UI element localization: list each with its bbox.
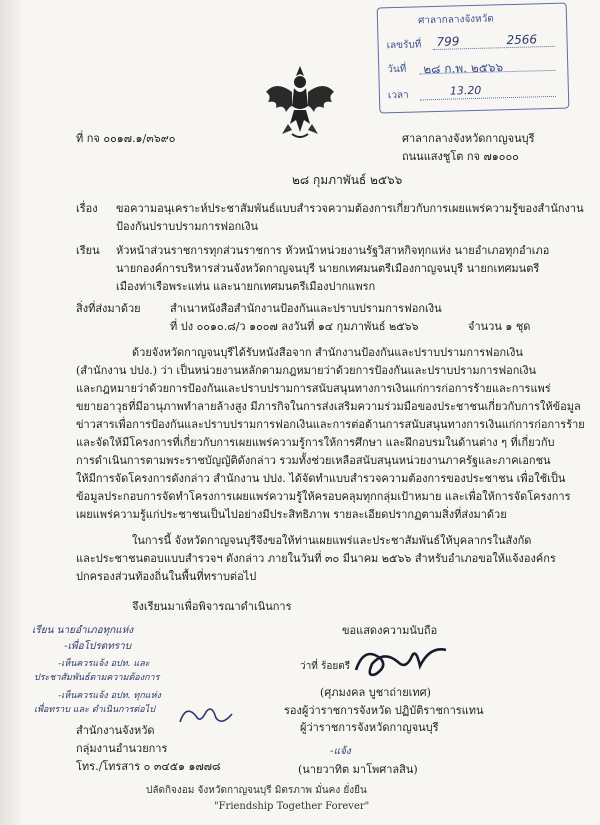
stamp-time-label: เวลา [387, 89, 409, 102]
signer-title-1: รองผู้ว่าราชการจังหวัด ปฏิบัติราชการแทน [284, 704, 484, 717]
recipient-line-2: นายกองค์การบริหารส่วนจังหวัดกาญจนบุรี นายกเทศมนตรีเมืองกาญจนบุรี นายกเทศมนตรี [116, 262, 540, 275]
handwritten-note: -เพื่อโปรดทราบ [64, 641, 132, 652]
stamp-date-value: ๒๘ ก.พ. ๒๕๖๖ [423, 60, 504, 77]
receiving-stamp [377, 3, 570, 114]
recipient-line-1: หัวหน้าส่วนราชการทุกส่วนราชการ หัวหน้าหน่วยงานรัฐวิสาหกิจทุกแห่ง นายอำเภอทุกอำเภอ [116, 244, 550, 257]
body-line: การดำเนินการตามพระราชบัญญัติดังกล่าว รวมทั้งช่วยเหลือสนับสนุนหน่วยงานภาครัฐและภาคเอกชน [76, 454, 551, 467]
signer-title-2: ผู้ว่าราชการจังหวัดกาญจนบุรี [300, 721, 439, 734]
stamp-receive-label: เลขรับที่ [386, 39, 422, 52]
signature-initial [176, 700, 236, 730]
document-date: ๒๘ กุมภาพันธ์ ๒๕๖๖ [292, 173, 403, 187]
recipient-label: เรียน [76, 244, 100, 257]
subject-line-1: ขอความอนุเคราะห์ประชาสัมพันธ์แบบสำรวจความต้องการเกี่ยวกับการเผยแพร่ความรู้ของสำนักงาน [116, 202, 584, 215]
body-line: และกฎหมายว่าด้วยการป้องกันและปราบปรามการสนับสนุนทางการเงินแก่การก่อการร้ายและการแพร่ [76, 382, 551, 395]
body-line: ปกครองส่วนท้องถิ่นในพื้นที่ทราบต่อไป [76, 570, 257, 583]
page-fold-shadow [0, 0, 24, 825]
handwritten-note: -เห็นควรแจ้ง อปท. ทุกแห่ง [58, 691, 161, 701]
document-number: ที่ กจ ๐๐๑๗.๑/๓๖๙๐ [76, 132, 176, 145]
body-line: ด้วยจังหวัดกาญจนบุรีได้รับหนังสือจาก สำนักงานป้องกันและปราบปรามการฟอกเงิน [132, 346, 523, 359]
footer-slogan-th: ปลัดกิจงอม จังหวัดกาญจนบุรี มิตรภาพ มั่นคง ยั่งยืน [146, 785, 367, 796]
body-line: ข่าวสารเพื่อการป้องกันและปราบปรามการฟอกเงินและการต่อต้านการสนับสนุนทางการเงินแก่การก่อการร้าย [76, 418, 585, 431]
enclosure-count: จำนวน ๑ ชุด [468, 320, 531, 333]
cert-prefix: -แจ้ง [330, 746, 351, 757]
subject-line-2: ป้องกันปราบปรามการฟอกเงิน [116, 220, 258, 233]
footer-slogan-en: "Friendship Together Forever" [214, 801, 370, 812]
signer-name: (ศุภมงคล บูชาถ่ายเทศ) [320, 686, 431, 699]
enclosure-label: สิ่งที่ส่งมาด้วย [76, 302, 141, 315]
handwritten-note: เพื่อทราบ และ ดำเนินการต่อไป [34, 705, 155, 715]
issuer-address: ถนนแสงชูโต กจ ๗๑๐๐๐ [402, 150, 519, 163]
signature-main [350, 640, 460, 684]
regards: ขอแสดงความนับถือ [342, 624, 438, 637]
body-line: ในการนี้ จังหวัดกาญจนบุรีจึงขอให้ท่านเผยแพร่และประชาสัมพันธ์ให้บุคลากรในสังกัด [132, 534, 532, 547]
handwritten-note: ประชาสัมพันธ์ตามความต้องการ [34, 673, 160, 683]
stamp-date-label: วันที่ [387, 63, 407, 76]
body-line: และจัดให้มีโครงการที่เกี่ยวกับการเผยแพร่ความรู้การให้การศึกษา และฝึกอบรมในด้านต่าง ๆ ที่เกี่ยวกับ [76, 436, 555, 449]
office-phone: โทร./โทรสาร ๐ ๓๔๕๑ ๑๗๗๘ [76, 760, 221, 773]
enclosure-line-2: ที่ ปง ๐๐๑๐.๘/ว ๑๐๐๗ ลงวันที่ ๑๔ กุมภาพันธ์ ๒๕๖๖ [170, 320, 419, 333]
body-line: ข้อมูลประกอบการจัดทำโครงการเผยแพร่ความรู้ให้ครอบคลุมทุกกลุ่มเป้าหมาย และเพื่อให้การจัดโครงการ [76, 490, 571, 503]
closing-line: จึงเรียนมาเพื่อพิจารณาดำเนินการ [132, 600, 292, 613]
body-line: (สำนักงาน ปปง.) ว่า เป็นหน่วยงานหลักตามกฎหมายว่าด้วยการป้องกันและปราบปรามการฟอกเงิน [76, 364, 537, 377]
issuer-office: ศาลากลางจังหวัดกาญจนบุรี [402, 132, 535, 145]
recipient-line-3: เมืองท่าเรือพระแท่น และนายกเทศมนตรีเมืองปากแพรก [116, 280, 376, 293]
office-name: สำนักงานจังหวัด [76, 724, 155, 737]
certifier-name: (นายวาทิต มาโพศาลสิน) [298, 763, 418, 776]
stamp-receive-no: 799 [436, 34, 460, 49]
stamp-time-value: 13.20 [449, 83, 482, 98]
stamp-org: ศาลากลางจังหวัด [417, 13, 494, 27]
subject-label: เรื่อง [76, 202, 98, 215]
office-group: กลุ่มงานอำนวยการ [76, 742, 168, 755]
signed-rank: ว่าที่ ร้อยตรี [300, 661, 351, 672]
body-line: ให้มีการจัดโครงการดังกล่าว สำนักงาน ปปง. ได้จัดทำแบบสำรวจความต้องการของประชาชน เพื่อใช้เป็น [76, 472, 566, 485]
handwritten-note: -เห็นควรแจ้ง อปท. และ [58, 659, 150, 669]
body-line: เผยแพร่ความรู้แก่ประชาชนเป็นไปอย่างมีประสิทธิภาพ รายละเอียดปรากฏตามสิ่งที่ส่งมาด้วย [76, 508, 507, 521]
garuda-emblem-icon [262, 62, 338, 142]
body-line: และประชาชนตอบแบบสำรวจฯ ดังกล่าว ภายในวันที่ ๓๐ มีนาคม ๒๕๖๖ สำหรับอำเภอขอให้แจ้งองค์กร [76, 552, 556, 565]
enclosure-line-1: สำเนาหนังสือสำนักงานป้องกันและปราบปรามการฟอกเงิน [170, 302, 442, 315]
handwritten-note: เรียน นายอำเภอทุกแห่ง [32, 625, 134, 636]
stamp-receive-year: 2566 [506, 32, 538, 48]
body-line: ขยายอาวุธที่มีอานุภาพทำลายล้างสูง มีภารกิจในการส่งเสริมความร่วมมือของประชาชนเกี่ยวกับการให้ข้อมูล [76, 400, 581, 413]
